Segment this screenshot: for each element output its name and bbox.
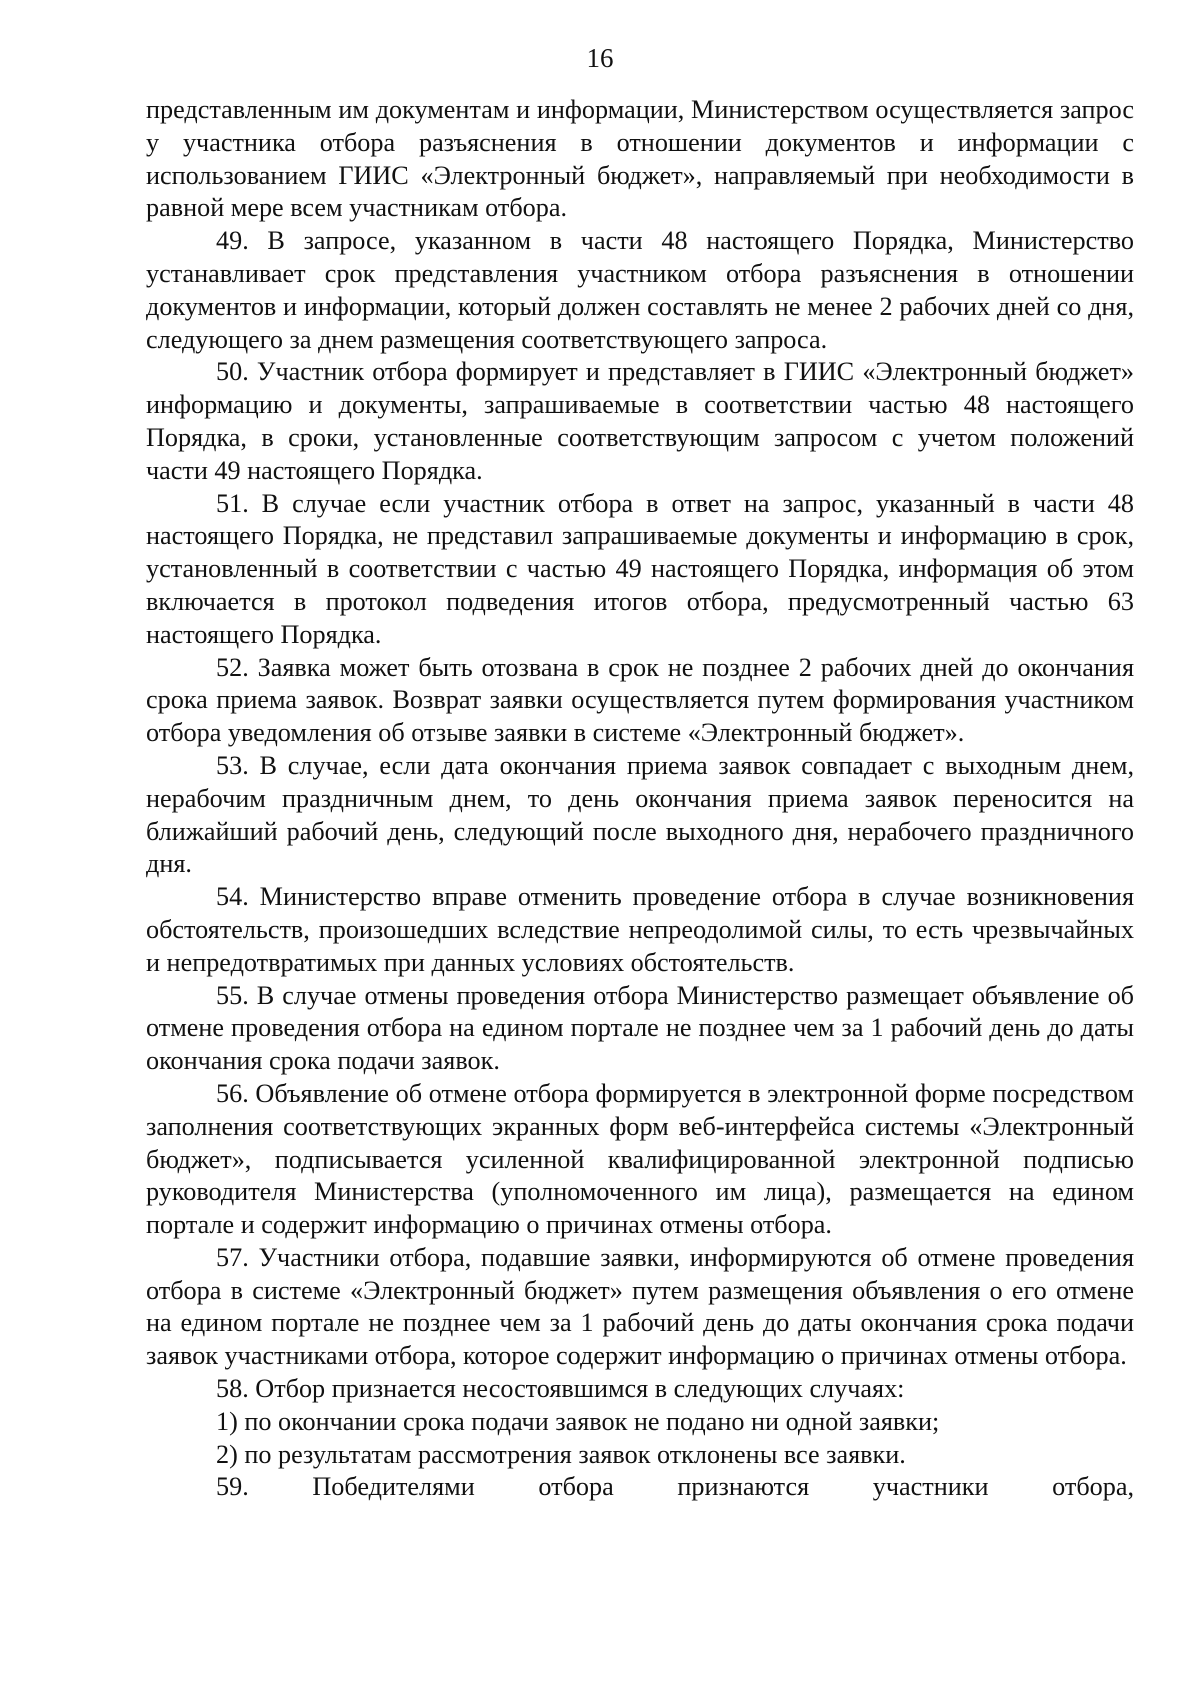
paragraph-49: 49. В запросе, указанном в части 48 настоящего Порядка, Министерство устанавливает срок представления участником отбора разъяснения в отношении документов и информации, который должен составлять не менее 2 рабочих дней со дня, следующего за днем размещения соответствующего запроса.	[146, 226, 1134, 354]
paragraph-52: 52. Заявка может быть отозвана в срок не позднее 2 рабочих дней до окончания срока приема заявок. Возврат заявки осуществляется путем формирования участником отбора уведомления об отзыве заявки в системе «Электронный бюджет».	[146, 652, 1134, 748]
document-body	[146, 94, 1134, 1504]
paragraph-57: 57. Участники отбора, подавшие заявки, информируются об отмене проведения отбора в системе «Электронный бюджет» путем размещения объявления о его отмене на едином портале не позднее чем за 1 рабочий день до даты окончания срока подачи заявок участниками отбора, которое содержит информацию о причинах отмены отбора.	[146, 1242, 1134, 1371]
list-item-58-1: 1) по окончании срока подачи заявок не подано ни одной заявки;	[216, 1406, 940, 1436]
paragraph-53: 53. В случае, если дата окончания приема заявок совпадает с выходным днем, нерабочим праздничным днем, то день окончания приема заявок переносится на ближайший рабочий день, следующий после выходного дня, нерабочего праздничного дня.	[146, 750, 1134, 879]
paragraph-50: 50. Участник отбора формирует и представляет в ГИИС «Электронный бюджет» информацию и документы, запрашиваемые в соответствии частью 48 настоящего Порядка, в сроки, установленные соответствующим запросом с учетом положений части 49 настоящего Порядка.	[146, 357, 1134, 485]
paragraph-59: 59. Победителями отбора признаются участники отбора,	[216, 1472, 1134, 1502]
paragraph-51: 51. В случае если участник отбора в ответ на запрос, указанный в части 48 настоящего Порядка, не представил запрашиваемые документы и информацию в срок, установленный в соответствии с частью 49 настоящего Порядка, информация об этом включается в протокол подведения итогов отбора, предусмотренный частью 63 настоящего Порядка.	[146, 488, 1134, 649]
paragraph-55: 55. В случае отмены проведения отбора Министерство размещает объявление об отмене проведения отбора на едином портале не позднее чем за 1 рабочий день до даты окончания срока подачи заявок.	[146, 980, 1134, 1076]
list-item-58-2: 2) по результатам рассмотрения заявок отклонены все заявки.	[216, 1439, 906, 1469]
paragraph-56: 56. Объявление об отмене отбора формируется в электронной форме посредством заполнения соответствующих экранных форм веб-интерфейса системы «Электронный бюджет», подписывается усиленной квалифицированной электронной подписью руководителя Министерства (уполномоченного им лица), размещается на едином портале и содержит информацию о причинах отмены отбора.	[146, 1078, 1134, 1240]
paragraph-continuation: представленным им документам и информации, Министерством осуществляется запрос у участника отбора разъяснения в отношении документов и информации с использованием ГИИС «Электронный бюджет», направляемый при необходимости в равной мере всем участникам отбора.	[146, 95, 1134, 223]
page-number: 16	[586, 43, 614, 73]
paragraph-58: 58. Отбор признается несостоявшимся в следующих случаях:	[216, 1374, 905, 1404]
paragraph-54: 54. Министерство вправе отменить проведение отбора в случае возникновения обстоятельств, произошедших вследствие непреодолимой силы, то есть чрезвычайных и непредотвратимых при данных условиях обстоятельств.	[146, 882, 1134, 977]
